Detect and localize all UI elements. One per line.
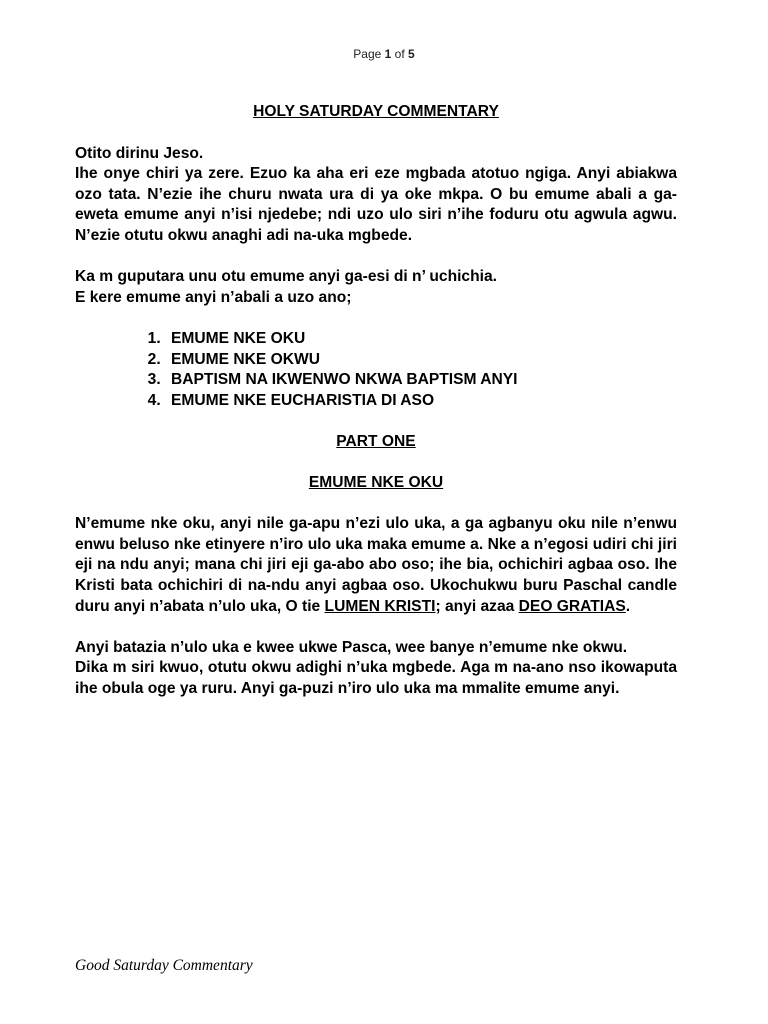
deo-gratias: DEO GRATIAS xyxy=(518,597,626,615)
page-word: Page xyxy=(353,47,382,61)
closing-paragraph-2: Dika m siri kwuo, otutu okwu adighi n’uka mgbede. Aga m na-ano nso ikowaputa ihe obula oge ya ruru. Anyi ga-puzi n’iro ulo uka ma mmalite emume anyi. xyxy=(75,659,677,698)
page-number xyxy=(0,47,768,61)
section-paragraph xyxy=(75,514,677,617)
explain-line: Ka m guputara unu otu emume anyi ga-esi di n’ uchichia. xyxy=(75,268,497,286)
section-text-end: . xyxy=(625,597,631,615)
parts-list xyxy=(75,329,677,411)
list-item: 4. EMUME NKE EUCHARISTIA DI ASO xyxy=(165,391,677,412)
greeting: Otito dirinu Jeso. xyxy=(75,144,204,162)
intro-paragraph: Ihe onye chiri ya zere. Ezuo ka aha eri eze mgbada atotuo ngiga. Anyi abiakwa ozo tata. N’ezie ihe churu nwata ura di ya oke mkpa. O bu emume abali a ga-eweta emume anyi n’isi njedebe; ndi uzo ulo siri n’ihe foduru otu agwula agwu. N’ezie otutu okwu anaghi adi na-uka mgbede. xyxy=(75,165,677,244)
list-intro-line: E kere emume anyi n’abali a uzo ano; xyxy=(75,288,352,306)
document-body xyxy=(75,102,677,700)
section-text-mid: ; anyi azaa xyxy=(435,597,519,615)
section-heading: EMUME NKE OKU xyxy=(308,474,444,492)
footer-text: Good Saturday Commentary xyxy=(75,957,253,974)
document-title: HOLY SATURDAY COMMENTARY xyxy=(253,103,499,120)
lumen-kristi: LUMEN KRISTI xyxy=(324,597,436,615)
page-total: 5 xyxy=(408,47,415,61)
section-text-pre: N’emume nke oku, anyi nile ga-apu n’ezi ulo uka, a ga agbanyu oku nile n’enwu enwu beluso nke etinyere n’iro ulo uka maka emume a. Nke a n’egosi udiri chi jiri eji na ndu anyi; mana chi jiri eji ga-abo abo oso; ihe bia, ochichiri agbaa oso. Ihe Kristi bata ochichiri di na-ndu anyi agbaa oso. Ukochukwu buru Paschal candle duru anyi n’abata n’ulo uka, O tie xyxy=(75,515,677,615)
page-current: 1 xyxy=(384,47,392,61)
page-of-word: of xyxy=(394,47,405,61)
list-item: 1. EMUME NKE OKU xyxy=(165,329,677,350)
closing-paragraph-1: Anyi batazia n’ulo uka e kwee ukwe Pasca, wee banye n’emume nke okwu. xyxy=(75,638,628,656)
list-item: 2. EMUME NKE OKWU xyxy=(165,350,677,371)
list-item: 3. BAPTISM NA IKWENWO NKWA BAPTISM ANYI xyxy=(165,370,677,391)
part-heading: PART ONE xyxy=(336,432,416,450)
